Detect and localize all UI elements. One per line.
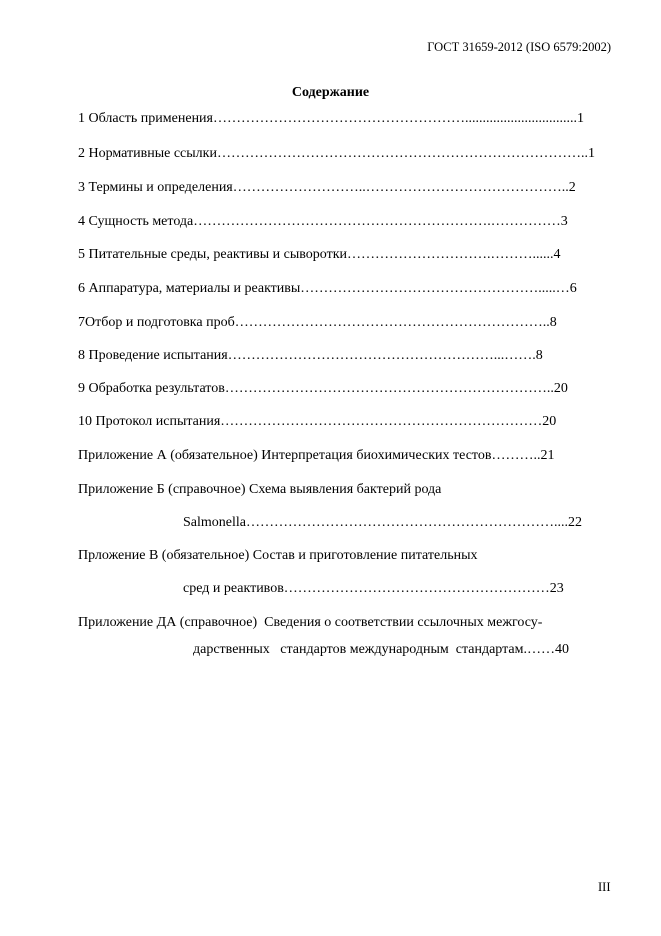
toc-entry: 2 Нормативные ссылки……………………………………………………………………..1 xyxy=(78,146,595,161)
toc-entry: 3 Термины и определения………………………..……………………………………..2 xyxy=(78,180,576,195)
toc-entry: 7Отбор и подготовка проб…………………………………………………………..8 xyxy=(78,315,557,330)
toc-entry: дарственных стандартов международным стандартам.……40 xyxy=(193,642,569,657)
toc-entry: Приложение ДА (справочное) Сведения о соответствии ссылочных межгосу- xyxy=(78,615,543,630)
toc-title: Содержание xyxy=(291,85,370,100)
toc-entry: 6 Аппаратура, материалы и реактивы…………………………………………….....…6 xyxy=(78,281,577,296)
toc-entry: 4 Сущность метода……………………………………………………….……………3 xyxy=(78,214,568,229)
standard-designation: ГОСТ 31659-2012 (ISO 6579:2002) xyxy=(427,40,611,54)
toc-entry: 1 Область применения………………………………………………................................1 xyxy=(78,111,584,126)
toc-entry: 10 Протокол испытания……………………………………………………………20 xyxy=(78,414,557,429)
toc-entry: 5 Питательные среды, реактивы и сыворотки………………………….………......4 xyxy=(78,247,561,262)
toc-entry: 8 Проведение испытания…………………………………………………...…….8 xyxy=(78,348,543,363)
toc-entry: 9 Обработка результатов……………………………………………………………..20 xyxy=(78,381,568,396)
toc-entry: сред и реактивов…………………………………………………23 xyxy=(183,581,564,596)
toc-entry: Прложение В (обязательное) Состав и приготовление питательных xyxy=(78,548,478,563)
toc-entry: Приложение А (обязательное) Интерпретация биохимических тестов………..21 xyxy=(78,448,555,463)
toc-entry: Salmonella…………………………………………………………....22 xyxy=(183,515,582,530)
page-number: III xyxy=(598,880,611,894)
toc-entry: Приложение Б (справочное) Схема выявления бактерий рода xyxy=(78,482,442,497)
